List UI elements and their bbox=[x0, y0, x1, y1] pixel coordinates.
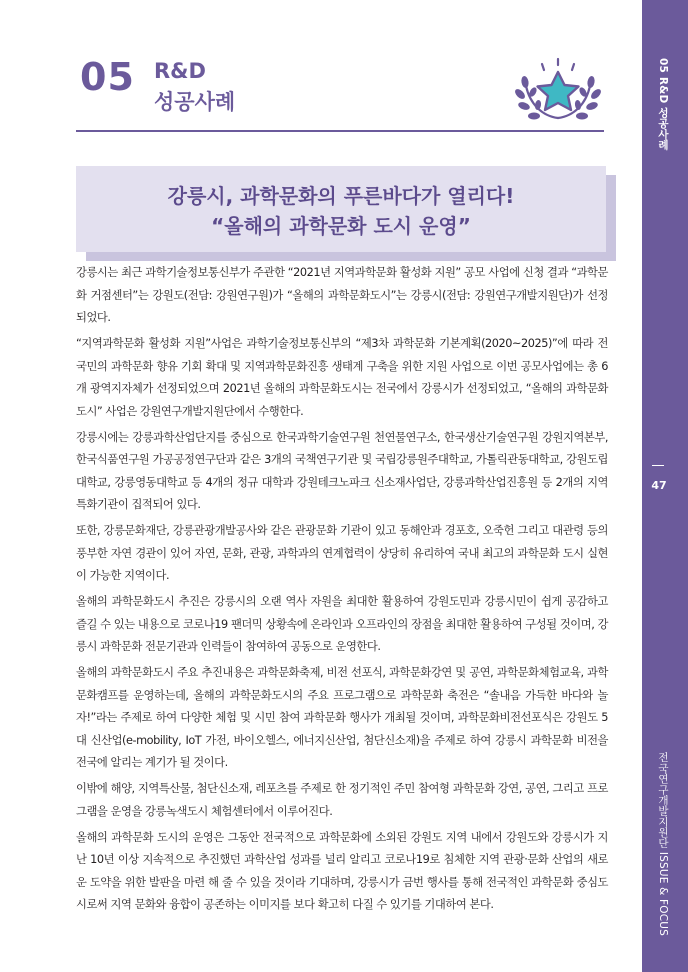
side-publication-label: 전국연구개발지원단 ISSUE & FOCUS bbox=[657, 752, 669, 937]
paragraph: 올해의 과학문화 도시의 운영은 그동안 전국적으로 과학문화에 소외된 강원도 지역 내에서 강원도와 강릉시가 지난 10년 이상 지속적으로 추진했던 과학산업 성과를 널리 알리고 코로나19로 침체한 지역 관광·문화 산업의 새로운 도약을 위한 발판을 마련 해 줄 수 있을 것이라 기대하며, 강릉시가 금번 행사를 통해 전국적인 과학문화 중심도시로써 지역 문화와 융합이 공존하는 이미지를 보다 확고히 다질 수 있기를 기대하여 본다. bbox=[76, 830, 608, 911]
section-title-line1: R&D bbox=[154, 59, 206, 83]
page-number: 47 bbox=[651, 479, 667, 492]
paragraph: 올해의 과학문화도시 추진은 강릉시의 오랜 역사 자원을 최대한 활용하여 강원도민과 강릉시민이 쉽게 공감하고 즐길 수 있는 내용으로 코로나19 팬더믹 상황속에 온라인과 오프라인의 장점을 최대한 활용하여 구성될 것이며, 강릉시 과학문화 전문기관과 인력들이 참여하여 공동으로 운영한다. bbox=[76, 595, 608, 653]
side-section-label: 05 R&D 성공사례 bbox=[657, 58, 669, 151]
header-divider bbox=[76, 130, 604, 132]
headline-line1: 강릉시, 과학문화의 푸른바다가 열리다! bbox=[167, 184, 515, 208]
star-laurel-icon bbox=[512, 56, 604, 128]
section-title-line2: 성공사례 bbox=[154, 90, 236, 114]
section-number: 05 bbox=[80, 55, 135, 99]
paragraph: 강릉시에는 강릉과학산업단지를 중심으로 한국과학기술연구원 천연물연구소, 한국생산기술연구원 강원지역본부, 한국식품연구원 가공공정연구단과 같은 3개의 국책연구기관 및 국립강릉원주대학교, 가톨릭관동대학교, 강원도립대학교, 강릉영동대학교 등 4개의 정규 대학과 강원테크노파크 신소재사업단, 강릉과학산업진흥원 등 2개의 지역특화기관이 집적되어 있다. bbox=[76, 430, 608, 511]
paragraph: 또한, 강릉문화재단, 강릉관광개발공사와 같은 관광문화 기관이 있고 동해안과 경포호, 오죽헌 그리고 대관령 등의 풍부한 자연 경관이 있어 자연, 문화, 관광, 과학과의 연계협력이 상당히 유리하여 국내 최고의 과학문화 도시 실현이 가능한 지역이다. bbox=[76, 524, 608, 582]
paragraph: 강릉시는 최근 과학기술정보통신부가 주관한 “2021년 지역과학문화 활성화 지원” 공모 사업에 신청 결과 “과학문화 거점센터”는 강원도(전담: 강원연구원)가 “올해의 과학문화도시”는 강릉시(전담: 강원연구개발지원단)가 선정되었다. bbox=[76, 266, 608, 324]
paragraph: 이밖에 해양, 지역특산물, 첨단신소재, 레포츠를 주제로 한 정기적인 주민 참여형 과학문화 강연, 공연, 그리고 프로그램을 운영을 강릉녹색도시 체험센터에서 이루어진다. bbox=[76, 782, 608, 818]
headline-box bbox=[76, 166, 606, 252]
headline-line2: “올해의 과학문화 도시 운영” bbox=[211, 214, 471, 238]
article-body bbox=[76, 262, 608, 920]
page-number-rule bbox=[652, 465, 664, 466]
paragraph: 올해의 과학문화도시 주요 추진내용은 과학문화축제, 비전 선포식, 과학문화강연 및 공연, 과학문화체험교육, 과학문화캠프를 운영하는데, 올해의 과학문화도시의 주요 프로그램으로 과학문화 축전은 “솔내음 가득한 바다와 놀자!”라는 주제로 하여 다양한 체험 및 시민 참여 과학문화 행사가 개최될 것이며, 과학문화비전선포식은 강원도 5대 신산업(e-mobility, IoT 가전, 바이오헬스, 에너지신산업, 첨단신소재)을 주제로 하여 강릉시 과학문화 비전을 전국에 알리는 계기가 될 것이다. bbox=[76, 666, 608, 769]
paragraph: “지역과학문화 활성화 지원”사업은 과학기술정보통신부의 “제3차 과학문화 기본계획(2020~2025)”에 따라 전국민의 과학문화 향유 기회 확대 및 지역과학문화진흥 생태계 구축을 위한 지원 사업으로 이번 공모사업에는 총 6개 광역지자체가 선정되었으며 2021년 올해의 과학문화도시는 전국에서 강릉시가 선정되었고, “올해의 과학문화도시” 사업은 강원연구개발지원단에서 수행한다. bbox=[76, 337, 608, 418]
